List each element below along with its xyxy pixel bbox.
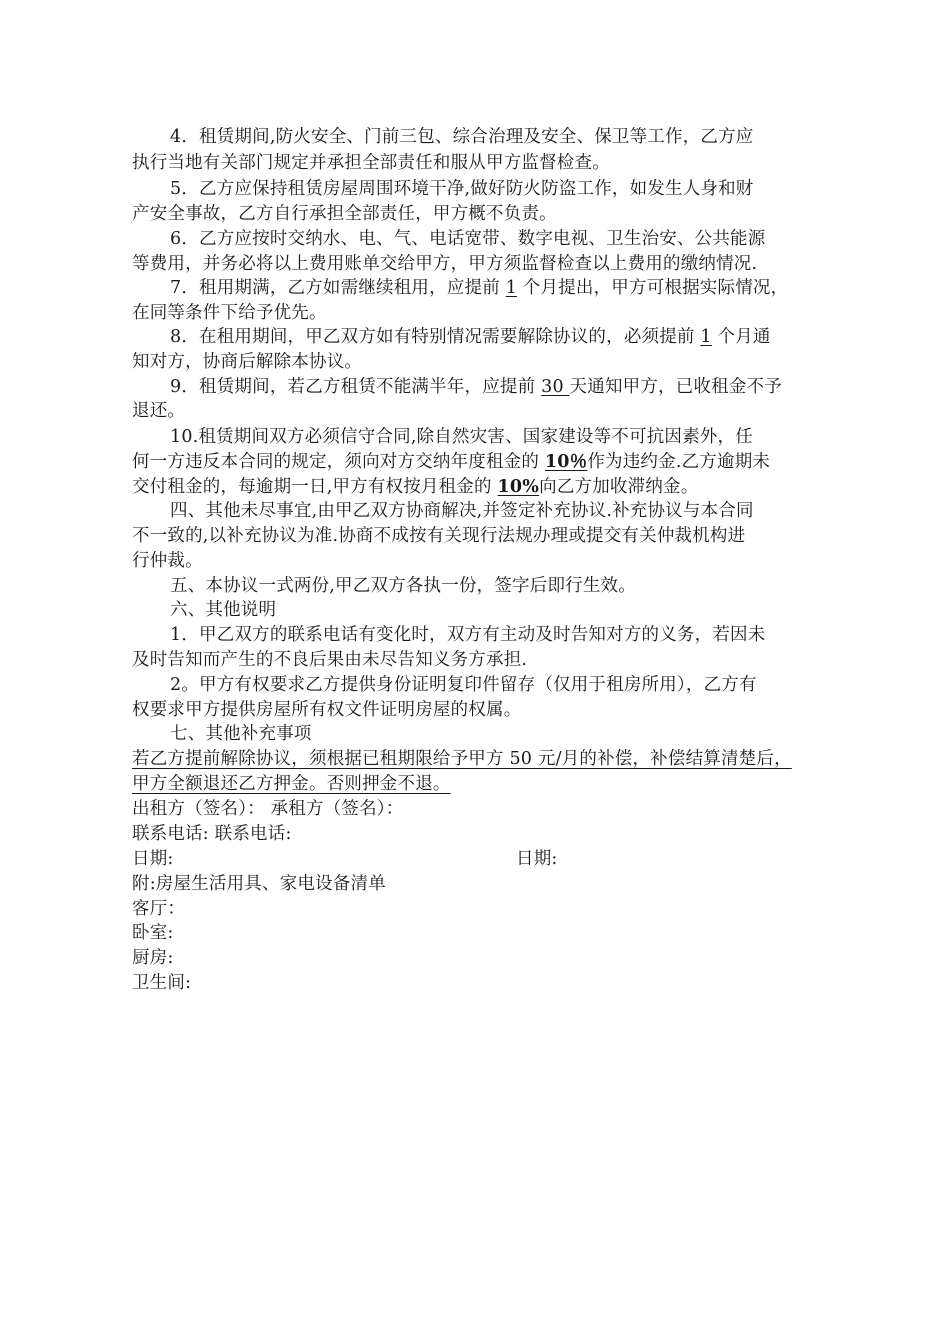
clause-10-line-2 bbox=[132, 449, 832, 475]
clause-4-line-2: 执行当地有关部门规定并承担全部责任和服从甲方监督检查。 bbox=[132, 153, 610, 173]
room-kitchen: 厨房: bbox=[132, 948, 174, 968]
clause-10-text-a: 何一方违反本合同的规定，须向对方交纳年度租金的 bbox=[132, 452, 545, 472]
clause-8-line-1 bbox=[170, 324, 870, 350]
clause-10-text-c: 交付租金的，每逾期一日,甲方有权按月租金的 bbox=[132, 477, 498, 497]
section-6-item-1-line-2: 及时告知而产生的不良后果由未尽告知义务方承担. bbox=[132, 650, 528, 670]
clause-10-text-b: 作为违约金.乙方逾期未 bbox=[587, 452, 771, 472]
room-bedroom: 卧室: bbox=[132, 923, 174, 943]
signature-phones: 联系电话: 联系电话: bbox=[132, 824, 292, 844]
clause-9-text-a: 9．租赁期间，若乙方租赁不能满半年，应提前 bbox=[170, 377, 542, 397]
clause-9-line-1 bbox=[170, 374, 870, 400]
clause-5-line-1: 5．乙方应保持租赁房屋周围环境干净,做好防火防盗工作，如发生人身和财 bbox=[170, 179, 754, 199]
clause-8-text-b: 个月通 bbox=[711, 327, 771, 347]
clause-10-line-1: 10.租赁期间双方必须信守合同,除自然灾害、国家建设等不可抗因素外，任 bbox=[170, 427, 753, 447]
section-7-title: 七、其他补充事项 bbox=[170, 724, 312, 744]
section-5: 五、本协议一式两份,甲乙双方各执一份，签字后即行生效。 bbox=[170, 576, 636, 596]
clause-8-text-a: 8．在租用期间，甲乙双方如有特别情况需要解除协议的，必须提前 bbox=[170, 327, 701, 347]
date-left: 日期: bbox=[132, 849, 174, 869]
section-4-line-1: 四、其他未尽事宜,由甲乙双方协商解决,并签定补充协议.补充协议与本合同 bbox=[170, 501, 754, 521]
clause-6-line-2: 等费用，并务必将以上费用账单交给甲方，甲方须监督检查以上费用的缴纳情况. bbox=[132, 254, 758, 274]
signature-signers: 出租方（签名）： 承租方（签名）： bbox=[132, 799, 404, 819]
section-6-item-2-line-1: 2。甲方有权要求乙方提供身份证明复印件留存（仅用于租房所用），乙方有 bbox=[170, 675, 757, 695]
clause-7-text-b: 个月提出，甲方可根据实际情况， bbox=[517, 278, 789, 298]
clause-9-line-2: 退还。 bbox=[132, 401, 186, 421]
room-bathroom: 卫生间: bbox=[132, 973, 192, 993]
clause-10-line-3 bbox=[132, 474, 832, 500]
clause-7-line-1 bbox=[170, 275, 870, 301]
clause-7-text-a: 7．租用期满，乙方如需继续租用，应提前 bbox=[170, 278, 506, 298]
room-living-room: 客厅： bbox=[132, 899, 186, 919]
section-7-line-2: 甲方全额退还乙方押金。否则押金不退。 bbox=[132, 774, 451, 794]
signature-dates bbox=[132, 846, 832, 872]
clause-10-late-fee-rate: 10% bbox=[497, 477, 540, 497]
clause-10-text-d: 向乙方加收滞纳金。 bbox=[539, 477, 699, 497]
clause-10-penalty-rate: 10％ bbox=[544, 452, 588, 472]
section-6-item-1-line-1: 1．甲乙双方的联系电话有变化时，双方有主动及时告知对方的义务，若因未 bbox=[170, 625, 766, 645]
section-6-item-2-line-2: 权要求甲方提供房屋所有权文件证明房屋的权属。 bbox=[132, 700, 522, 720]
clause-5-line-2: 产安全事故，乙方自行承担全部责任，甲方概不负责。 bbox=[132, 204, 557, 224]
clause-7-months: 1 bbox=[505, 278, 518, 298]
clause-9-text-b: 天通知甲方，已收租金不予 bbox=[569, 377, 782, 397]
clause-4-line-1: 4．租赁期间,防火安全、门前三包、综合治理及安全、保卫等工作，乙方应 bbox=[170, 127, 754, 147]
date-right: 日期: bbox=[516, 849, 558, 869]
section-4-line-3: 行仲裁。 bbox=[132, 551, 203, 571]
clause-9-days: 30 bbox=[541, 377, 570, 397]
section-6-title: 六、其他说明 bbox=[170, 600, 277, 620]
section-4-line-2: 不一致的,以补充协议为准.协商不成按有关现行法规办理或提交有关仲裁机构进 bbox=[132, 526, 746, 546]
clause-7-line-2: 在同等条件下给予优先。 bbox=[132, 303, 327, 323]
clause-8-months: 1 bbox=[700, 327, 712, 347]
section-7-line-1: 若乙方提前解除协议，须根据已租期限给予甲方 50 元/月的补偿，补偿结算清楚后， bbox=[132, 749, 792, 769]
clause-8-line-2: 知对方，协商后解除本协议。 bbox=[132, 352, 363, 372]
clause-6-line-1: 6．乙方应按时交纳水、电、气、电话宽带、数字电视、卫生治安、公共能源 bbox=[170, 229, 766, 249]
appendix-title: 附:房屋生活用具、家电设备清单 bbox=[132, 874, 386, 894]
